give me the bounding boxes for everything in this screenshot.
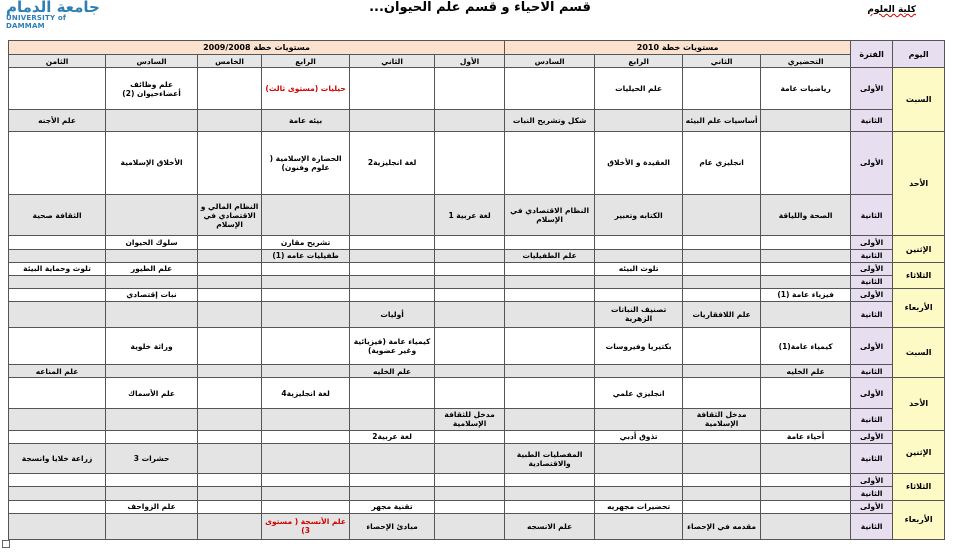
course-cell: فيزياء عامة (1) bbox=[761, 288, 851, 301]
course-cell bbox=[683, 194, 761, 235]
course-cell bbox=[683, 249, 761, 262]
course-cell bbox=[435, 301, 505, 327]
course-cell bbox=[106, 487, 198, 500]
course-cell: مقدمه في الإحصاء bbox=[683, 513, 761, 539]
course-cell bbox=[761, 249, 851, 262]
course-cell bbox=[505, 328, 595, 365]
course-cell bbox=[761, 301, 851, 327]
day-cell-tue: الثلاثاء bbox=[893, 474, 945, 500]
course-cell: علم وظائف أعضاءحيوان (2) bbox=[106, 68, 198, 109]
course-cell bbox=[683, 365, 761, 378]
course-cell bbox=[106, 301, 198, 327]
course-cell: الكتابه وتعبير bbox=[595, 194, 683, 235]
course-cell bbox=[761, 378, 851, 409]
course-cell bbox=[435, 131, 505, 194]
course-cell bbox=[505, 378, 595, 409]
course-cell bbox=[435, 365, 505, 378]
course-cell: تشريح مقارن bbox=[262, 236, 350, 249]
course-cell: علم الخليه bbox=[350, 365, 435, 378]
period-cell: الثانية bbox=[851, 408, 893, 430]
course-cell bbox=[198, 365, 262, 378]
course-cell bbox=[683, 68, 761, 109]
period-cell: الثانية bbox=[851, 109, 893, 131]
course-cell bbox=[198, 408, 262, 430]
course-cell: الأخلاق الإسلامية bbox=[106, 131, 198, 194]
course-cell: علم الطفيليات bbox=[505, 249, 595, 262]
course-cell: الثقافة صحية bbox=[9, 194, 106, 235]
day-header: اليوم bbox=[893, 41, 945, 68]
table-row bbox=[9, 131, 945, 194]
course-cell: تذوق أدبي bbox=[595, 430, 683, 443]
course-cell: لغة انجليزية2 bbox=[350, 131, 435, 194]
course-cell bbox=[9, 288, 106, 301]
course-cell bbox=[9, 378, 106, 409]
day-cell-tue: الثلاثاء bbox=[893, 262, 945, 288]
course-cell: النظام المالي و الاقتصادي في الإسلام bbox=[198, 194, 262, 235]
course-cell bbox=[435, 474, 505, 487]
course-cell bbox=[350, 249, 435, 262]
level-header: السادس bbox=[106, 55, 198, 68]
course-cell: انجليزي عام bbox=[683, 131, 761, 194]
course-cell bbox=[9, 513, 106, 539]
course-cell: الصحة واللياقة bbox=[761, 194, 851, 235]
table-row bbox=[9, 328, 945, 365]
course-cell bbox=[505, 430, 595, 443]
course-cell bbox=[435, 262, 505, 275]
course-cell bbox=[761, 109, 851, 131]
course-cell bbox=[262, 408, 350, 430]
day-cell-mon: الإثنين bbox=[893, 236, 945, 262]
course-cell bbox=[9, 328, 106, 365]
course-cell bbox=[683, 430, 761, 443]
table-row bbox=[9, 249, 945, 262]
course-cell bbox=[761, 131, 851, 194]
course-cell: وراثة خلوية bbox=[106, 328, 198, 365]
level-header: الثاني bbox=[350, 55, 435, 68]
course-cell bbox=[435, 378, 505, 409]
page-title: قسم الاحياء و قسم علم الحيوان... bbox=[369, 0, 591, 15]
day-cell-mon: الإثنين bbox=[893, 430, 945, 474]
course-cell bbox=[435, 500, 505, 513]
course-cell bbox=[198, 378, 262, 409]
course-cell bbox=[505, 365, 595, 378]
course-cell bbox=[435, 236, 505, 249]
course-cell bbox=[262, 443, 350, 474]
course-cell bbox=[262, 500, 350, 513]
course-cell bbox=[350, 487, 435, 500]
period-cell: الثانية bbox=[851, 443, 893, 474]
course-cell bbox=[683, 275, 761, 288]
course-cell bbox=[505, 275, 595, 288]
day-cell-wed: الأربعاء bbox=[893, 500, 945, 539]
course-cell bbox=[595, 109, 683, 131]
course-cell bbox=[683, 500, 761, 513]
course-cell bbox=[435, 487, 505, 500]
course-cell bbox=[435, 288, 505, 301]
course-cell bbox=[198, 443, 262, 474]
course-cell bbox=[761, 443, 851, 474]
course-cell: علم الحيليات bbox=[595, 68, 683, 109]
course-cell bbox=[262, 430, 350, 443]
course-cell bbox=[262, 487, 350, 500]
course-cell bbox=[761, 487, 851, 500]
course-cell bbox=[595, 474, 683, 487]
course-cell bbox=[9, 408, 106, 430]
course-cell bbox=[350, 109, 435, 131]
level-header: الخامس bbox=[198, 55, 262, 68]
course-cell: علم الأسماك bbox=[106, 378, 198, 409]
course-cell bbox=[198, 487, 262, 500]
table-row bbox=[9, 430, 945, 443]
course-cell: سلوك الحيوان bbox=[106, 236, 198, 249]
course-cell bbox=[761, 262, 851, 275]
course-cell: بيئه عامة bbox=[262, 109, 350, 131]
course-cell: تحضيرات مجهريه bbox=[595, 500, 683, 513]
course-cell bbox=[9, 301, 106, 327]
course-cell: حيليات (مستوى ثالث) bbox=[262, 68, 350, 109]
course-cell: مدخل للثقافة الإسلامية bbox=[435, 408, 505, 430]
course-cell bbox=[435, 443, 505, 474]
course-cell bbox=[106, 275, 198, 288]
period-cell: الأولى bbox=[851, 430, 893, 443]
course-cell bbox=[9, 500, 106, 513]
table-row bbox=[9, 275, 945, 288]
course-cell: علم الانسجه bbox=[505, 513, 595, 539]
course-cell: حشرات 3 bbox=[106, 443, 198, 474]
college-name: كلية العلوم bbox=[867, 5, 916, 15]
table-row bbox=[9, 378, 945, 409]
course-cell bbox=[595, 487, 683, 500]
course-cell bbox=[595, 288, 683, 301]
course-cell bbox=[761, 513, 851, 539]
course-cell bbox=[198, 513, 262, 539]
course-cell bbox=[262, 365, 350, 378]
course-cell: أحياء عامة bbox=[761, 430, 851, 443]
level-header: التحضيري bbox=[761, 55, 851, 68]
course-cell: النظام الاقتصادي في الإسلام bbox=[505, 194, 595, 235]
day-cell-sat: السبت bbox=[893, 328, 945, 378]
course-cell bbox=[505, 301, 595, 327]
course-cell bbox=[350, 236, 435, 249]
table-row bbox=[9, 487, 945, 500]
course-cell bbox=[435, 68, 505, 109]
course-cell bbox=[505, 236, 595, 249]
course-cell bbox=[505, 68, 595, 109]
course-cell bbox=[505, 487, 595, 500]
course-cell bbox=[435, 328, 505, 365]
resize-handle bbox=[2, 540, 10, 548]
course-cell bbox=[761, 500, 851, 513]
course-cell: لغة عربية2 bbox=[350, 430, 435, 443]
plan-2008-2009-header: مستويات خطة 2009/2008 bbox=[9, 41, 505, 55]
course-cell bbox=[198, 500, 262, 513]
course-cell bbox=[198, 275, 262, 288]
course-cell bbox=[761, 236, 851, 249]
course-cell bbox=[435, 109, 505, 131]
course-cell: مبادئ الإحصاء bbox=[350, 513, 435, 539]
period-cell: الثانية bbox=[851, 301, 893, 327]
course-cell bbox=[262, 194, 350, 235]
table-row bbox=[9, 365, 945, 378]
course-cell: انجليزي علمي bbox=[595, 378, 683, 409]
course-cell bbox=[595, 443, 683, 474]
course-cell bbox=[683, 487, 761, 500]
course-cell bbox=[505, 262, 595, 275]
course-cell bbox=[198, 301, 262, 327]
course-cell bbox=[106, 430, 198, 443]
course-cell bbox=[683, 378, 761, 409]
course-cell bbox=[262, 301, 350, 327]
course-cell bbox=[435, 430, 505, 443]
level-header: السادس bbox=[505, 55, 595, 68]
course-cell bbox=[595, 249, 683, 262]
table-row bbox=[9, 236, 945, 249]
course-cell bbox=[505, 408, 595, 430]
table-row bbox=[9, 500, 945, 513]
course-cell bbox=[350, 288, 435, 301]
course-cell bbox=[683, 328, 761, 365]
period-cell: الثانية bbox=[851, 513, 893, 539]
course-cell: تصنيف النباتات الزهرية bbox=[595, 301, 683, 327]
course-cell bbox=[683, 474, 761, 487]
course-cell bbox=[350, 275, 435, 288]
plan-2010-header: مستويات خطة 2010 bbox=[505, 41, 851, 55]
course-cell bbox=[198, 328, 262, 365]
course-cell bbox=[106, 513, 198, 539]
course-cell: تقنية مجهر bbox=[350, 500, 435, 513]
course-cell bbox=[262, 275, 350, 288]
course-cell: علم الأجنه bbox=[9, 109, 106, 131]
course-cell: شكل وتشريح النبات bbox=[505, 109, 595, 131]
course-cell bbox=[595, 513, 683, 539]
course-cell: العقيدة و الأخلاق bbox=[595, 131, 683, 194]
period-cell: الثانية bbox=[851, 249, 893, 262]
day-cell-wed: الأربعاء bbox=[893, 288, 945, 327]
course-cell: زراعة خلايا وانسجة bbox=[9, 443, 106, 474]
period-header: الفترة bbox=[851, 41, 893, 68]
course-cell: مدخل الثقافة الإسلامية bbox=[683, 408, 761, 430]
period-cell: الأولى bbox=[851, 378, 893, 409]
course-cell: لغة عربية 1 bbox=[435, 194, 505, 235]
course-cell bbox=[683, 288, 761, 301]
table-row bbox=[9, 408, 945, 430]
day-cell-sun: الأحد bbox=[893, 378, 945, 430]
course-cell: علم المناعه bbox=[9, 365, 106, 378]
table-row bbox=[9, 288, 945, 301]
course-cell bbox=[9, 487, 106, 500]
course-cell bbox=[505, 474, 595, 487]
course-cell: أساسيات علم البيئه bbox=[683, 109, 761, 131]
course-cell bbox=[9, 68, 106, 109]
course-cell: نبات إقتصادي bbox=[106, 288, 198, 301]
course-cell: المفصليات الطبية والاقتصادية bbox=[505, 443, 595, 474]
course-cell bbox=[9, 430, 106, 443]
course-cell bbox=[198, 474, 262, 487]
course-cell bbox=[198, 131, 262, 194]
table-row bbox=[9, 68, 945, 109]
course-cell bbox=[683, 262, 761, 275]
course-cell: علم الزواحف bbox=[106, 500, 198, 513]
period-cell: الثانية bbox=[851, 275, 893, 288]
period-cell: الأولى bbox=[851, 474, 893, 487]
level-header: الثامن bbox=[9, 55, 106, 68]
table-row bbox=[9, 109, 945, 131]
course-cell bbox=[761, 474, 851, 487]
course-cell bbox=[9, 131, 106, 194]
level-header: الرابع bbox=[262, 55, 350, 68]
course-cell bbox=[9, 236, 106, 249]
course-cell bbox=[595, 365, 683, 378]
course-cell bbox=[9, 474, 106, 487]
course-cell bbox=[435, 275, 505, 288]
course-cell bbox=[350, 378, 435, 409]
course-cell bbox=[198, 262, 262, 275]
course-cell bbox=[262, 262, 350, 275]
course-cell bbox=[106, 365, 198, 378]
course-cell bbox=[350, 68, 435, 109]
table-row bbox=[9, 301, 945, 327]
day-cell-sun: الأحد bbox=[893, 131, 945, 236]
course-cell: كيمياء عامة(1) bbox=[761, 328, 851, 365]
course-cell bbox=[505, 288, 595, 301]
table-row bbox=[9, 474, 945, 487]
course-cell: بكتيريا وفيروسات bbox=[595, 328, 683, 365]
course-cell: علم الطيور bbox=[106, 262, 198, 275]
university-logo bbox=[6, 0, 106, 30]
period-cell: الأولى bbox=[851, 262, 893, 275]
course-cell bbox=[106, 194, 198, 235]
course-cell bbox=[9, 249, 106, 262]
course-cell bbox=[683, 236, 761, 249]
course-cell bbox=[198, 236, 262, 249]
course-cell bbox=[435, 513, 505, 539]
table-row bbox=[9, 513, 945, 539]
table-row bbox=[9, 194, 945, 235]
course-cell bbox=[106, 408, 198, 430]
course-cell bbox=[350, 262, 435, 275]
period-cell: الأولى bbox=[851, 131, 893, 194]
period-cell: الأولى bbox=[851, 500, 893, 513]
period-cell: الثانية bbox=[851, 487, 893, 500]
course-cell bbox=[435, 249, 505, 262]
period-cell: الثانية bbox=[851, 365, 893, 378]
schedule-table bbox=[8, 40, 945, 540]
course-cell bbox=[106, 109, 198, 131]
period-cell: الأولى bbox=[851, 288, 893, 301]
period-cell: الأولى bbox=[851, 236, 893, 249]
course-cell bbox=[350, 194, 435, 235]
logo-english: UNIVERSITY of DAMMAM bbox=[6, 14, 67, 30]
course-cell bbox=[595, 408, 683, 430]
course-cell: تلوث وحماية البيئة bbox=[9, 262, 106, 275]
logo-arabic: جامعة الدمام bbox=[6, 0, 100, 16]
period-cell: الأولى bbox=[851, 328, 893, 365]
course-cell bbox=[350, 443, 435, 474]
course-cell: علم الخليه bbox=[761, 365, 851, 378]
course-cell bbox=[505, 131, 595, 194]
course-cell bbox=[262, 474, 350, 487]
course-cell bbox=[595, 275, 683, 288]
period-cell: الأولى bbox=[851, 68, 893, 109]
course-cell bbox=[198, 288, 262, 301]
course-cell bbox=[683, 443, 761, 474]
course-cell bbox=[198, 430, 262, 443]
period-cell: الثانية bbox=[851, 194, 893, 235]
table-row bbox=[9, 262, 945, 275]
course-cell bbox=[106, 474, 198, 487]
course-cell bbox=[350, 474, 435, 487]
course-cell bbox=[761, 408, 851, 430]
course-cell: تلوث البيئه bbox=[595, 262, 683, 275]
level-header: الرابع bbox=[595, 55, 683, 68]
course-cell: لغة انجليزية4 bbox=[262, 378, 350, 409]
course-cell: كيمياء عامة (فيزيائية وغير عضوية) bbox=[350, 328, 435, 365]
course-cell: رياضيات عامة bbox=[761, 68, 851, 109]
course-cell bbox=[262, 328, 350, 365]
course-cell: أوليات bbox=[350, 301, 435, 327]
course-cell: طفيليات عامه (1) bbox=[262, 249, 350, 262]
course-cell bbox=[106, 249, 198, 262]
table-row bbox=[9, 443, 945, 474]
course-cell bbox=[198, 249, 262, 262]
level-header: الأول bbox=[435, 55, 505, 68]
course-cell: الحضارة الإسلامية ( علوم وفنون) bbox=[262, 131, 350, 194]
course-cell bbox=[595, 236, 683, 249]
course-cell bbox=[350, 408, 435, 430]
course-cell: علم اللافقاريات bbox=[683, 301, 761, 327]
day-cell-sat: السبت bbox=[893, 68, 945, 131]
course-cell bbox=[505, 500, 595, 513]
course-cell: علم الأنسجة ( مستوى 3) bbox=[262, 513, 350, 539]
course-cell bbox=[761, 275, 851, 288]
course-cell bbox=[9, 275, 106, 288]
course-cell bbox=[198, 68, 262, 109]
course-cell bbox=[262, 288, 350, 301]
level-header: الثاني bbox=[683, 55, 761, 68]
course-cell bbox=[198, 109, 262, 131]
